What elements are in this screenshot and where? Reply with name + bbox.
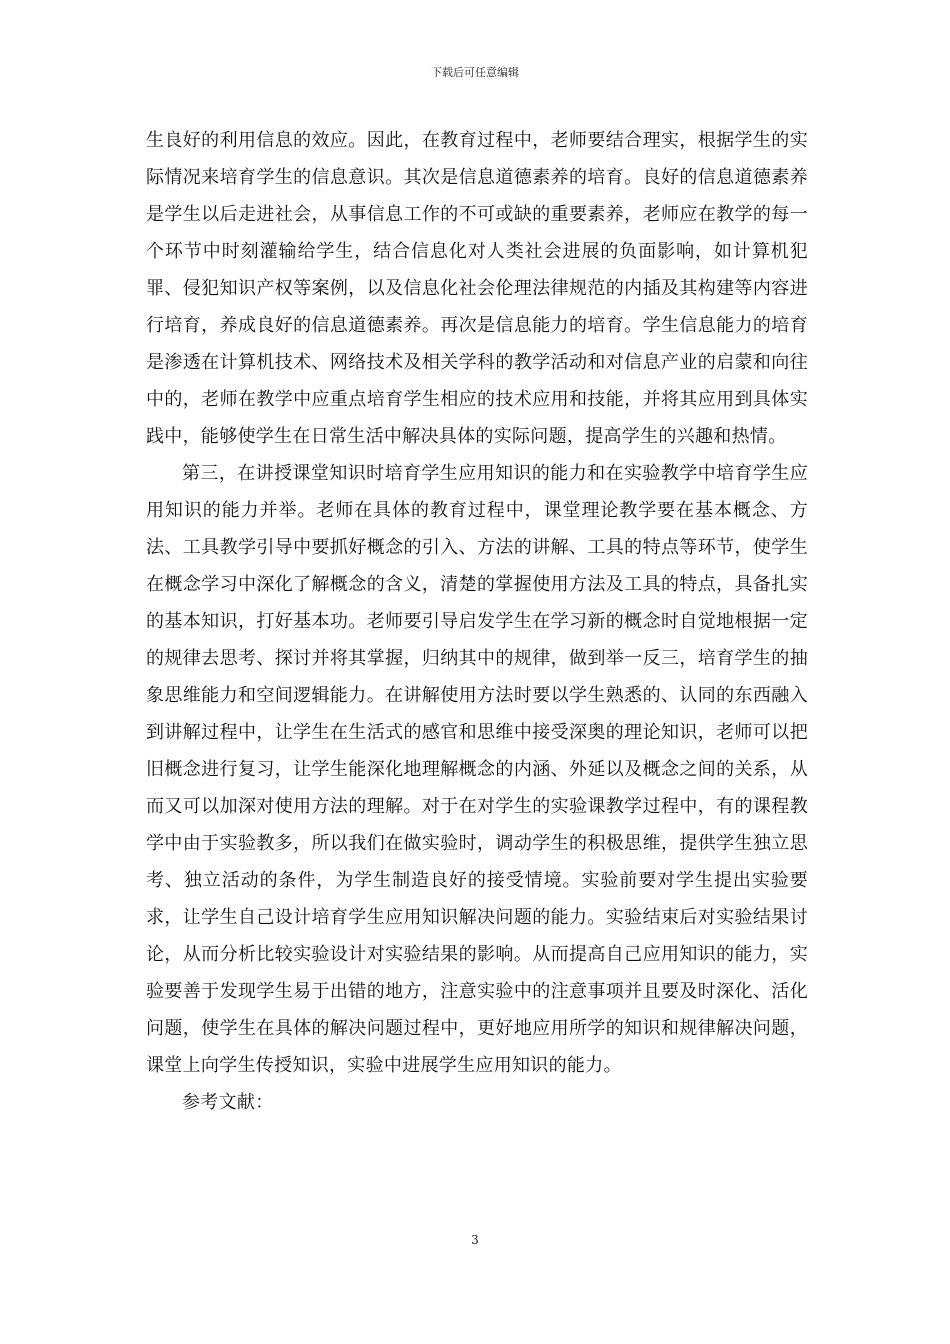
paragraph-continuation: 生良好的利用信息的效应。因此，在教育过程中，老师要结合理实，根据学生的实际情况来培育学生的信息意识。其次是信息道德素养的培育。良好的信息道德素养是学生以后走进社会，从事信息工作的不可或缺的重要素养，老师应在教学的每一个环节中时刻灌输给学生，结合信息化对人类社会进展的负面影响，如计算机犯罪、侵犯知识产权等案例，以及信息化社会伦理法律规范的内插及其构建等内容进行培育，养成良好的信息道德素养。再次是信息能力的培育。学生信息能力的培育是渗透在计算机技术、网络技术及相关学科的教学活动和对信息产业的启蒙和向往中的，老师在教学中应重点培育学生相应的技术应用和技能，并将其应用到具体实践中，能够使学生在日常生活中解决具体的实际问题，提高学生的兴趣和热情。 bbox=[146, 130, 808, 447]
references-heading: 参考文献： bbox=[182, 1092, 274, 1113]
document-body bbox=[146, 122, 808, 1121]
page-number: 3 bbox=[471, 1233, 479, 1247]
paragraph-third-point: 第三，在讲授课堂知识时培育学生应用知识的能力和在实验教学中培育学生应用知识的能力并举。老师在具体的教育过程中，课堂理论教学要在基本概念、方法、工具教学引导中要抓好概念的引入、方法的讲解、工具的特点等环节，使学生在概念学习中深化了解概念的含义，清楚的掌握使用方法及工具的特点，具备扎实的基本知识，打好基本功。老师要引导启发学生在学习新的概念时自觉地根据一定的规律去思考、探讨并将其掌握，归纳其中的规律，做到举一反三，培育学生的抽象思维能力和空间逻辑能力。在讲解使用方法时要以学生熟悉的、认同的东西融入到讲解过程中，让学生在生活式的感官和思维中接受深奥的理论知识，老师可以把旧概念进行复习，让学生能深化地理解概念的内涵、外延以及概念之间的关系，从而又可以加深对使用方法的理解。对于在对学生的实验课教学过程中，有的课程教学中由于实验教多，所以我们在做实验时，调动学生的积极思维，提供学生独立思考、独立活动的条件，为学生制造良好的接受情境。实验前要对学生提出实验要求，让学生自己设计培育学生应用知识解决问题的能力。实验结束后对实验结果讨论，从而分析比较实验设计对实验结果的影响。从而提高自己应用知识的能力，实验要善于发现学生易于出错的地方，注意实验中的注意事项并且要及时深化、活化问题，使学生在具体的解决问题过程中，更好地应用所学的知识和规律解决问题，课堂上向学生传授知识，实验中进展学生应用知识的能力。 bbox=[146, 463, 808, 1076]
page-header: 下载后可任意编辑 bbox=[431, 66, 519, 79]
